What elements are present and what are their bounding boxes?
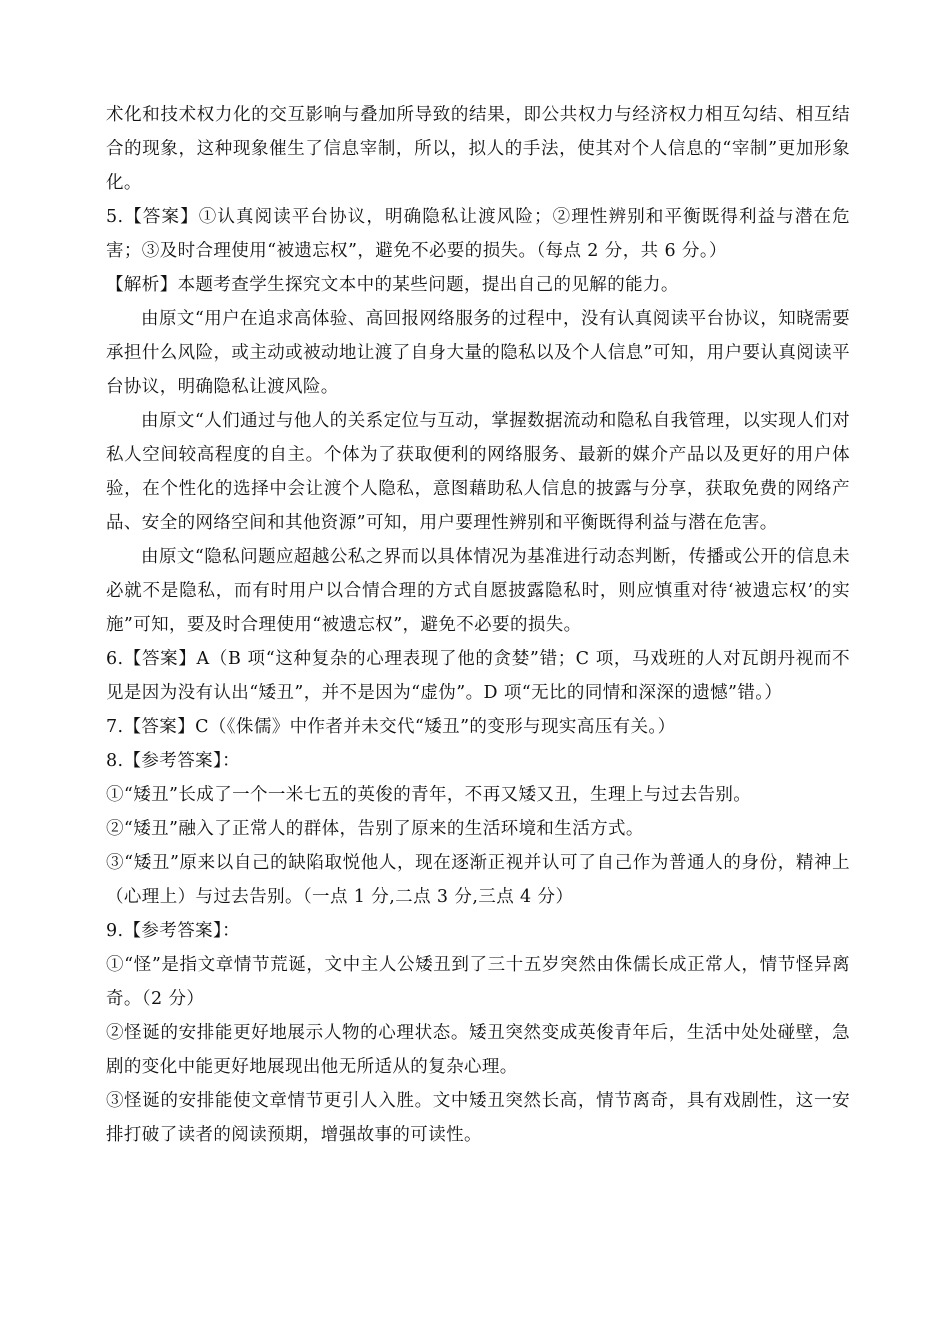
analysis-5-point-2: 由原文“人们通过与他人的关系定位与互动，掌握数据流动和隐私自我管理，以实现人们对私人空间较高程度的自主。个体为了获取便利的网络服务、最新的媒介产品以及更好的用户体验，在个性化的选择中会让渡个人隐私，意图藉助私人信息的披露与分享，获取免费的网络产品、安全的网络空间和其他资源”可知，用户要理性辨别和平衡既得利益与潜在危害。	[106, 411, 850, 533]
answer-5: 5.【答案】①认真阅读平台协议，明确隐私让渡风险；②理性辨别和平衡既得利益与潜在危害；③及时合理使用“被遗忘权”，避免不必要的损失。（每点 2 分，共 6 分。）	[106, 207, 850, 261]
answer-9-point-2: ②怪诞的安排能更好地展示人物的心理状态。矮丑突然变成英俊青年后，生活中处处碰壁，急剧的变化中能更好地展现出他无所适从的复杂心理。	[106, 1023, 850, 1077]
answer-6: 6.【答案】A（B 项“这种复杂的心理表现了他的贪婪”错；C 项，马戏班的人对瓦朗丹视而不见是因为没有认出“矮丑”，并不是因为“虚伪”。D 项“无比的同情和深深的遗憾”错。）	[106, 649, 850, 703]
answer-text-body	[106, 98, 850, 1152]
analysis-5-point-1: 由原文“用户在追求高体验、高回报网络服务的过程中，没有认真阅读平台协议，知晓需要承担什么风险，或主动或被动地让渡了自身大量的隐私以及个人信息”可知，用户要认真阅读平台协议，明确隐私让渡风险。	[106, 309, 850, 397]
answer-8-point-2: ②“矮丑”融入了正常人的群体，告别了原来的生活环境和生活方式。	[106, 819, 644, 839]
answer-9-point-3: ③怪诞的安排能使文章情节更引人入胜。文中矮丑突然长高，情节离奇，具有戏剧性，这一安排打破了读者的阅读预期，增强故事的可读性。	[106, 1091, 850, 1145]
paragraph-4-analysis-end: 术化和技术权力化的交互影响与叠加所导致的结果，即公共权力与经济权力相互勾结、相互结合的现象，这种现象催生了信息宰制，所以，拟人的手法，使其对个人信息的“宰制”更加形象化。	[106, 105, 850, 193]
answer-9-heading: 9.【参考答案】：	[106, 921, 241, 941]
answer-8-point-3: ③“矮丑”原来以自己的缺陷取悦他人，现在逐渐正视并认可了自己作为普通人的身份，精神上（心理上）与过去告别。（一点 1 分,二点 3 分,三点 4 分）	[106, 853, 850, 907]
answer-9-point-1: ①“怪”是指文章情节荒诞，文中主人公矮丑到了三十五岁突然由侏儒长成正常人，情节怪异离奇。（2 分）	[106, 955, 850, 1009]
analysis-5-intro: 【解析】本题考查学生探究文本中的某些问题，提出自己的见解的能力。	[106, 275, 679, 295]
answer-8-heading: 8.【参考答案】：	[106, 751, 241, 771]
answer-8-point-1: ①“矮丑”长成了一个一米七五的英俊的青年，不再又矮又丑，生理上与过去告别。	[106, 785, 752, 805]
analysis-5-point-3: 由原文“隐私问题应超越公私之界而以具体情况为基准进行动态判断，传播或公开的信息未必就不是隐私，而有时用户以合情合理的方式自愿披露隐私时，则应慎重对待‘被遗忘权’的实施”可知，要及时合理使用“被遗忘权”，避免不必要的损失。	[106, 547, 850, 635]
answer-7: 7.【答案】C（《侏儒》中作者并未交代“矮丑”的变形与现实高压有关。）	[106, 717, 676, 737]
